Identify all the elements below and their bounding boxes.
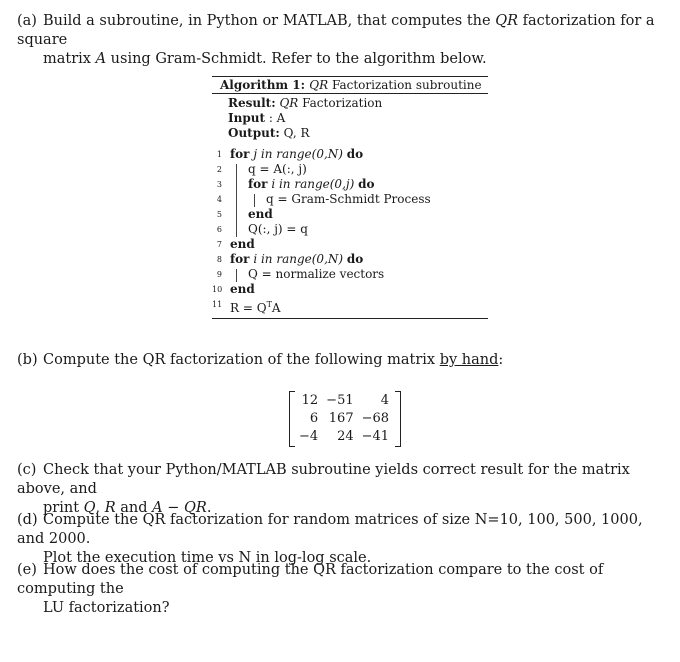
- algo-line-6: 6 Q(:, j) = q: [216, 222, 308, 236]
- part-a-text3: matrix: [43, 51, 96, 67]
- part-e-label: (e): [17, 562, 37, 578]
- part-c-expr: A − QR: [152, 500, 207, 516]
- matrix: [289, 391, 401, 445]
- algo-line-3: 3 for i in range(0,j) do: [216, 177, 375, 191]
- part-c: [17, 461, 657, 518]
- algo-line-5: 5 end: [216, 207, 273, 221]
- part-a: [17, 12, 657, 69]
- algorithm-result: Result: QR Factorization: [228, 96, 383, 110]
- part-b-text: Compute the QR factorization of the following matrix: [43, 352, 440, 368]
- part-d: [17, 511, 657, 568]
- algo-line-10: 10 end: [212, 282, 255, 296]
- matrix-row: [295, 427, 393, 445]
- matrix-cell: 167: [328, 410, 354, 426]
- matrix-cell: −4: [299, 428, 319, 444]
- algo-line-4: 4 q = Gram-Schmidt Process: [216, 192, 431, 206]
- algorithm-title-rule: [212, 93, 488, 94]
- algo-line-9: 9 Q = normalize vectors: [216, 267, 385, 281]
- part-c-print: print: [43, 500, 84, 516]
- part-e: [17, 561, 657, 618]
- part-b-underlined: by hand: [439, 352, 499, 368]
- algo-line-1: 1 for j in range(0,N) do: [216, 147, 364, 161]
- algorithm-title: Algorithm 1: QR Factorization subroutine: [220, 78, 482, 92]
- part-c-and: and: [115, 500, 153, 516]
- matrix-cell: 6: [309, 410, 319, 426]
- part-c-r: R: [104, 500, 116, 516]
- part-d-label: (d): [17, 512, 38, 528]
- part-a-qr: QR: [495, 13, 518, 29]
- algorithm-box: [212, 76, 488, 319]
- part-d-text: Compute the QR factorization for random matrices of size N=10, 100, 500, 1000, and 2000.: [17, 512, 643, 547]
- matrix-cell: 4: [380, 392, 390, 408]
- part-a-matrix-a: A: [95, 51, 107, 67]
- part-c-q: Q: [83, 500, 96, 516]
- part-a-text: Build a subroutine, in Python or MATLAB, that computes the: [43, 13, 496, 29]
- part-c-text: Check that your Python/MATLAB subroutine yields correct result for the matrix above, and: [17, 462, 630, 497]
- part-c-comma: ,: [95, 500, 105, 516]
- matrix-cell: −51: [326, 392, 354, 408]
- part-e-text2: LU factorization?: [43, 600, 170, 616]
- matrix-cell: −41: [361, 428, 390, 444]
- algo-line-2: 2 q = A(:, j): [216, 162, 307, 176]
- part-a-label: (a): [17, 13, 37, 29]
- part-b-label: (b): [17, 352, 38, 368]
- part-a-text4: using Gram-Schmidt. Refer to the algorithm below.: [106, 51, 487, 67]
- matrix-table: [295, 391, 393, 445]
- matrix-right-bracket: [395, 391, 401, 447]
- algorithm-lines: [212, 147, 488, 315]
- matrix-cell: 12: [301, 392, 319, 408]
- algorithm-output: Output: Q, R: [228, 126, 310, 140]
- part-b: [17, 351, 657, 370]
- matrix-row: [295, 409, 393, 427]
- algo-line-7: 7 end: [216, 237, 255, 251]
- matrix-row: [295, 391, 393, 409]
- matrix-cell: 24: [337, 428, 354, 444]
- part-a-text2: factorization for a square: [17, 13, 655, 48]
- part-d-text2: Plot the execution time vs N in log-log scale.: [43, 550, 372, 566]
- algo-line-8: 8 for i in range(0,N) do: [216, 252, 364, 266]
- algorithm-bottom-rule: [212, 318, 488, 319]
- part-c-period: .: [206, 500, 212, 516]
- part-b-colon: :: [498, 352, 504, 368]
- part-e-text: How does the cost of computing the QR factorization compare to the cost of computing the: [17, 562, 604, 597]
- algo-line-11: 11 $R = Q^TA$: [212, 300, 281, 315]
- part-c-label: (c): [17, 462, 37, 478]
- algorithm-input: Input : A: [228, 111, 286, 125]
- matrix-cell: −68: [361, 410, 390, 426]
